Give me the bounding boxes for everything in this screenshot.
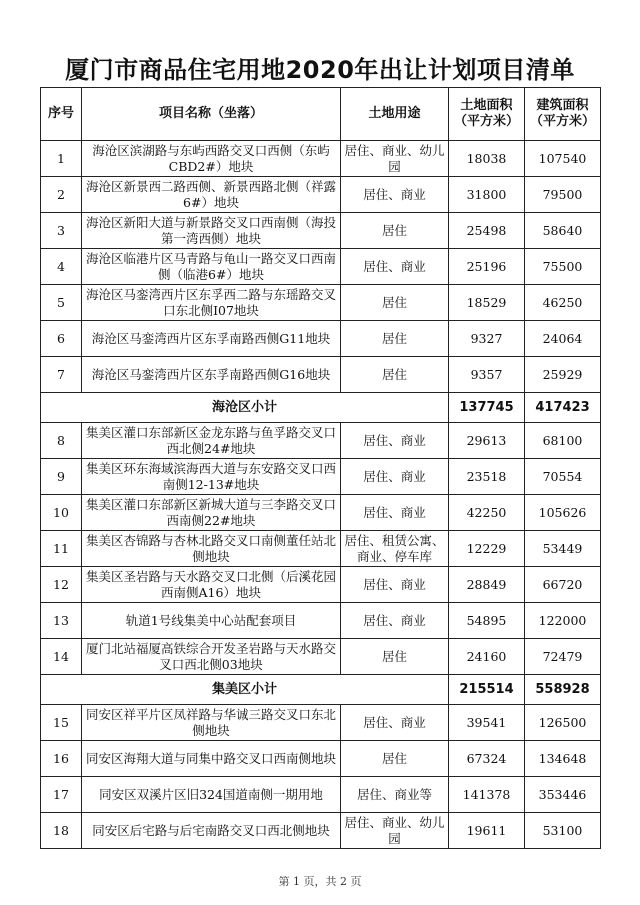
cell-seq: 11 bbox=[41, 531, 82, 567]
cell-use: 居住、租赁公寓、商业、停车库 bbox=[341, 531, 449, 567]
cell-use: 居住 bbox=[341, 285, 449, 321]
cell-use: 居住 bbox=[341, 741, 449, 777]
cell-land-area: 24160 bbox=[449, 639, 525, 675]
cell-seq: 10 bbox=[41, 495, 82, 531]
cell-seq: 9 bbox=[41, 459, 82, 495]
cell-use: 居住、商业 bbox=[341, 603, 449, 639]
cell-land-area: 42250 bbox=[449, 495, 525, 531]
cell-seq: 5 bbox=[41, 285, 82, 321]
cell-land-area: 39541 bbox=[449, 705, 525, 741]
cell-use: 居住、商业 bbox=[341, 249, 449, 285]
cell-use: 居住、商业 bbox=[341, 705, 449, 741]
cell-seq: 18 bbox=[41, 813, 82, 849]
table-row bbox=[41, 603, 601, 639]
cell-name: 集美区环东海域滨海西大道与东安路交叉口西南侧12-13#地块 bbox=[82, 459, 341, 495]
cell-use: 居住 bbox=[341, 321, 449, 357]
table-body bbox=[41, 141, 601, 849]
cell-land-area: 12229 bbox=[449, 531, 525, 567]
header-land-area-line1: 土地面积 bbox=[460, 98, 513, 113]
cell-name: 海沧区新景西二路西侧、新景西路北侧（祥露6#）地块 bbox=[82, 177, 341, 213]
subtotal-land-area: 137745 bbox=[449, 393, 525, 423]
cell-build-area: 75500 bbox=[525, 249, 601, 285]
cell-build-area: 53100 bbox=[525, 813, 601, 849]
cell-name: 同安区海翔大道与同集中路交叉口西南侧地块 bbox=[82, 741, 341, 777]
header-seq: 序号 bbox=[41, 88, 82, 141]
cell-name: 海沧区滨湖路与东屿西路交叉口西侧（东屿CBD2#）地块 bbox=[82, 141, 341, 177]
cell-seq: 14 bbox=[41, 639, 82, 675]
cell-name: 同安区后宅路与后宅南路交叉口西北侧地块 bbox=[82, 813, 341, 849]
cell-build-area: 46250 bbox=[525, 285, 601, 321]
subtotal-row bbox=[41, 675, 601, 705]
cell-use: 居住 bbox=[341, 357, 449, 393]
cell-build-area: 79500 bbox=[525, 177, 601, 213]
cell-seq: 8 bbox=[41, 423, 82, 459]
cell-name: 集美区杏锦路与杏林北路交叉口南侧董任站北侧地块 bbox=[82, 531, 341, 567]
cell-build-area: 70554 bbox=[525, 459, 601, 495]
cell-build-area: 126500 bbox=[525, 705, 601, 741]
cell-seq: 17 bbox=[41, 777, 82, 813]
cell-build-area: 122000 bbox=[525, 603, 601, 639]
page-title: 厦门市商品住宅用地2020年出让计划项目清单 bbox=[65, 56, 575, 84]
cell-name: 厦门北站福厦高铁综合开发圣岩路与天水路交叉口西北侧03地块 bbox=[82, 639, 341, 675]
table-row bbox=[41, 639, 601, 675]
cell-land-area: 141378 bbox=[449, 777, 525, 813]
cell-build-area: 53449 bbox=[525, 531, 601, 567]
header-build-area bbox=[525, 88, 601, 141]
table-row bbox=[41, 531, 601, 567]
cell-seq: 4 bbox=[41, 249, 82, 285]
header-build-area-line1: 建筑面积 bbox=[536, 98, 589, 113]
header-land-area bbox=[449, 88, 525, 141]
cell-use: 居住 bbox=[341, 639, 449, 675]
cell-seq: 16 bbox=[41, 741, 82, 777]
cell-land-area: 31800 bbox=[449, 177, 525, 213]
cell-name: 海沧区马銮湾西片区东孚西二路与东瑶路交叉口东北侧I07地块 bbox=[82, 285, 341, 321]
cell-use: 居住、商业 bbox=[341, 459, 449, 495]
cell-name: 集美区灌口东部新区新城大道与三李路交叉口西南侧22#地块 bbox=[82, 495, 341, 531]
cell-land-area: 23518 bbox=[449, 459, 525, 495]
cell-seq: 7 bbox=[41, 357, 82, 393]
cell-use: 居住、商业 bbox=[341, 177, 449, 213]
table-row bbox=[41, 741, 601, 777]
cell-build-area: 107540 bbox=[525, 141, 601, 177]
cell-build-area: 72479 bbox=[525, 639, 601, 675]
cell-land-area: 25196 bbox=[449, 249, 525, 285]
cell-land-area: 18038 bbox=[449, 141, 525, 177]
cell-seq: 13 bbox=[41, 603, 82, 639]
subtotal-label: 集美区小计 bbox=[41, 675, 449, 705]
cell-name: 海沧区马銮湾西片区东孚南路西侧G16地块 bbox=[82, 357, 341, 393]
cell-name: 海沧区临港片区马青路与龟山一路交叉口西南侧（临港6#）地块 bbox=[82, 249, 341, 285]
cell-build-area: 66720 bbox=[525, 567, 601, 603]
cell-name: 同安区祥平片区凤祥路与华诚三路交叉口东北侧地块 bbox=[82, 705, 341, 741]
table-row bbox=[41, 357, 601, 393]
subtotal-build-area: 417423 bbox=[525, 393, 601, 423]
cell-land-area: 28849 bbox=[449, 567, 525, 603]
cell-seq: 15 bbox=[41, 705, 82, 741]
table-row bbox=[41, 141, 601, 177]
cell-build-area: 105626 bbox=[525, 495, 601, 531]
cell-name: 海沧区马銮湾西片区东孚南路西侧G11地块 bbox=[82, 321, 341, 357]
header-use: 土地用途 bbox=[341, 88, 449, 141]
table-row bbox=[41, 459, 601, 495]
cell-land-area: 54895 bbox=[449, 603, 525, 639]
cell-name: 海沧区新阳大道与新景路交叉口西南侧（海投第一湾西侧）地块 bbox=[82, 213, 341, 249]
cell-land-area: 18529 bbox=[449, 285, 525, 321]
table-row bbox=[41, 321, 601, 357]
cell-land-area: 67324 bbox=[449, 741, 525, 777]
cell-land-area: 19611 bbox=[449, 813, 525, 849]
cell-land-area: 29613 bbox=[449, 423, 525, 459]
page-footer: 第 1 页，共 2 页 bbox=[278, 875, 362, 888]
cell-build-area: 25929 bbox=[525, 357, 601, 393]
subtotal-row bbox=[41, 393, 601, 423]
table-row bbox=[41, 423, 601, 459]
cell-use: 居住 bbox=[341, 213, 449, 249]
subtotal-land-area: 215514 bbox=[449, 675, 525, 705]
table-row bbox=[41, 177, 601, 213]
table-header-row bbox=[41, 88, 601, 141]
cell-seq: 12 bbox=[41, 567, 82, 603]
cell-name: 集美区圣岩路与天水路交叉口北侧（后溪花园西南侧A16）地块 bbox=[82, 567, 341, 603]
cell-name: 集美区灌口东部新区金龙东路与鱼孚路交叉口西北侧24#地块 bbox=[82, 423, 341, 459]
header-name: 项目名称（坐落） bbox=[82, 88, 341, 141]
table-row bbox=[41, 495, 601, 531]
subtotal-build-area: 558928 bbox=[525, 675, 601, 705]
cell-use: 居住、商业 bbox=[341, 423, 449, 459]
table-row bbox=[41, 213, 601, 249]
project-table bbox=[40, 87, 601, 849]
cell-seq: 1 bbox=[41, 141, 82, 177]
cell-name: 同安区双溪片区旧324国道南侧一期用地 bbox=[82, 777, 341, 813]
cell-use: 居住、商业 bbox=[341, 567, 449, 603]
cell-build-area: 68100 bbox=[525, 423, 601, 459]
table-row bbox=[41, 813, 601, 849]
header-land-area-line2: （平方米） bbox=[453, 114, 519, 129]
cell-use: 居住、商业 bbox=[341, 495, 449, 531]
subtotal-label: 海沧区小计 bbox=[41, 393, 449, 423]
table-row bbox=[41, 567, 601, 603]
cell-build-area: 24064 bbox=[525, 321, 601, 357]
cell-seq: 3 bbox=[41, 213, 82, 249]
header-build-area-line2: （平方米） bbox=[529, 114, 595, 129]
cell-name: 轨道1号线集美中心站配套项目 bbox=[82, 603, 341, 639]
cell-use: 居住、商业、幼儿园 bbox=[341, 813, 449, 849]
table-row bbox=[41, 285, 601, 321]
cell-land-area: 9357 bbox=[449, 357, 525, 393]
cell-seq: 6 bbox=[41, 321, 82, 357]
cell-build-area: 134648 bbox=[525, 741, 601, 777]
cell-use: 居住、商业、幼儿园 bbox=[341, 141, 449, 177]
cell-build-area: 353446 bbox=[525, 777, 601, 813]
table-row bbox=[41, 777, 601, 813]
cell-land-area: 25498 bbox=[449, 213, 525, 249]
table-row bbox=[41, 249, 601, 285]
cell-seq: 2 bbox=[41, 177, 82, 213]
table-row bbox=[41, 705, 601, 741]
cell-build-area: 58640 bbox=[525, 213, 601, 249]
cell-land-area: 9327 bbox=[449, 321, 525, 357]
cell-use: 居住、商业等 bbox=[341, 777, 449, 813]
